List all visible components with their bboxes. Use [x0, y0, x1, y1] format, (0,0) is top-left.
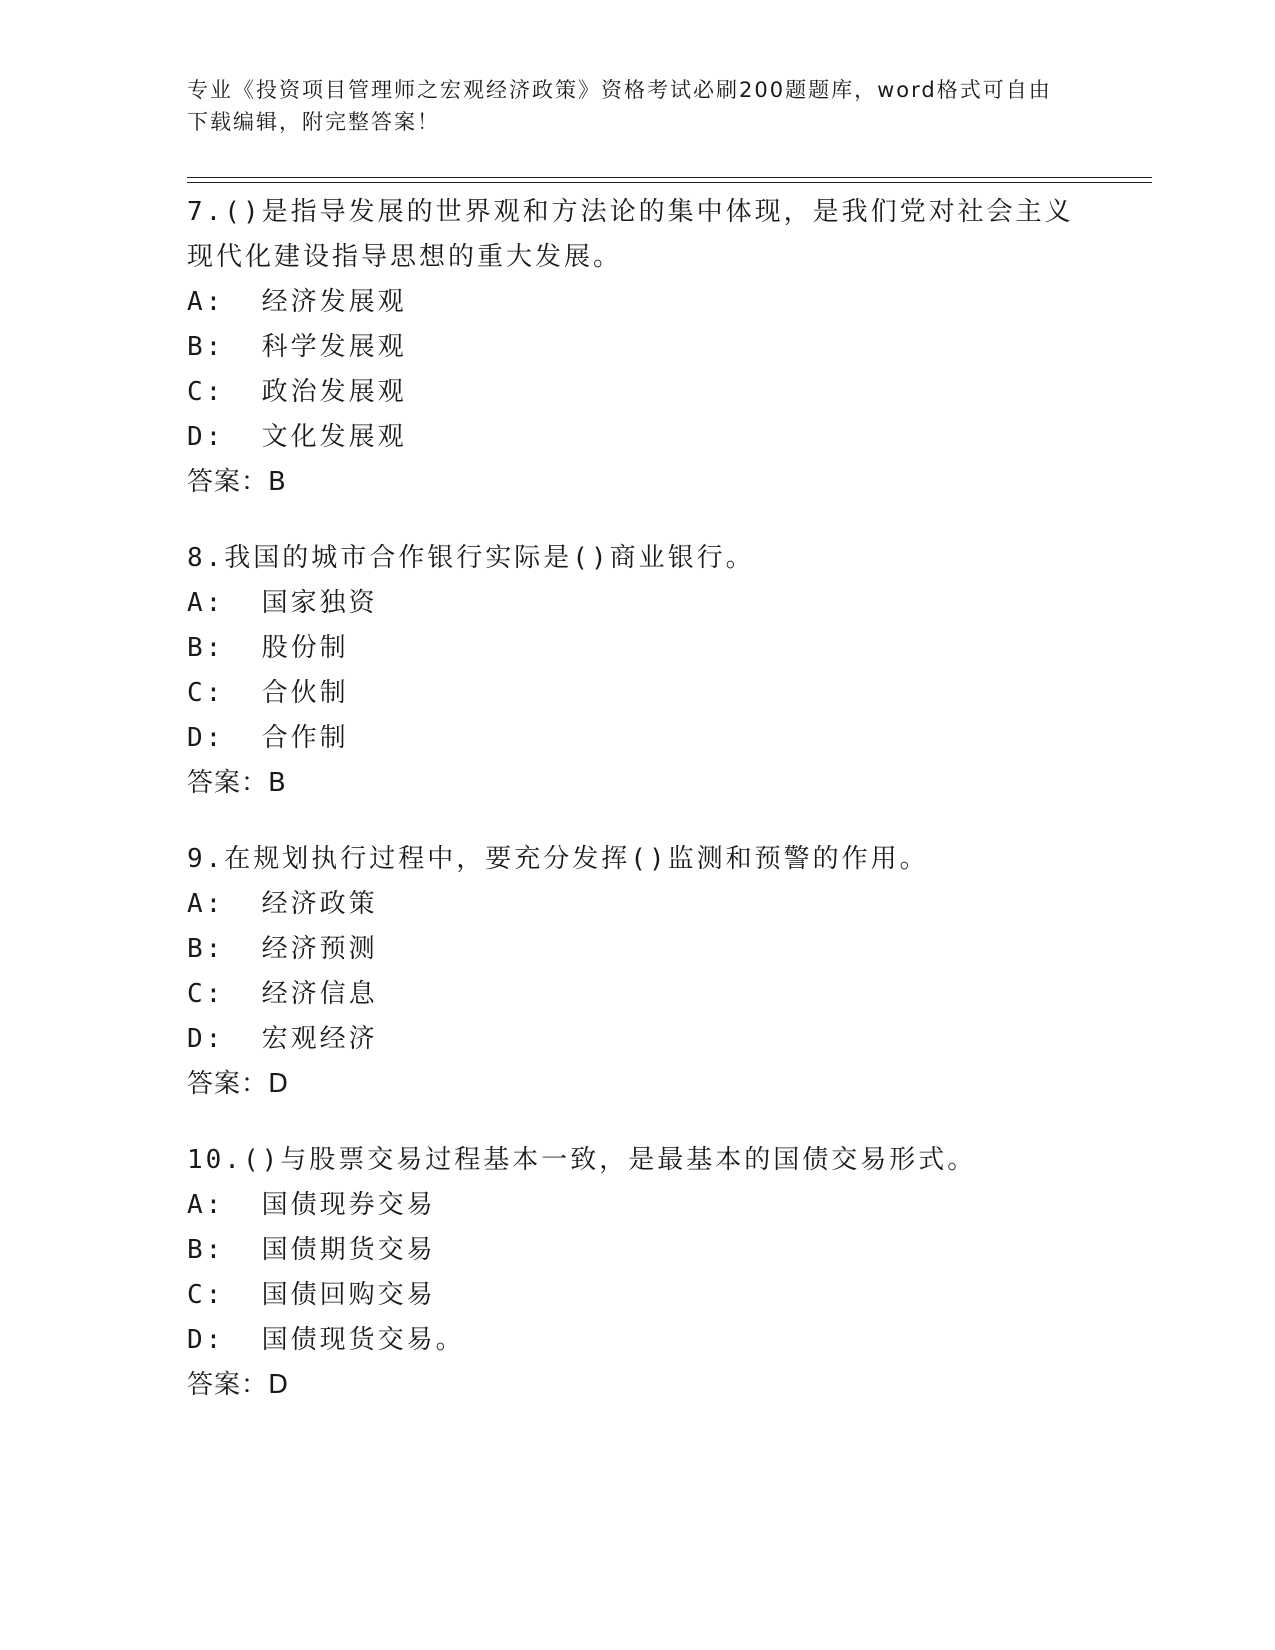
question-stem: 8.我国的城市合作银行实际是()商业银行。: [187, 543, 755, 573]
option-a: A: 经济政策: [187, 889, 378, 919]
option-d: D: 宏观经济: [187, 1024, 378, 1054]
option-c: C: 经济信息: [187, 979, 378, 1009]
answer-line: 答案：D: [187, 1370, 290, 1400]
option-d: D: 国债现货交易。: [187, 1325, 465, 1355]
option-b: B: 股份制: [187, 633, 349, 663]
question-list: [187, 190, 1087, 1439]
option-c: C: 政治发展观: [187, 377, 407, 407]
option-b: B: 科学发展观: [187, 332, 407, 362]
question-item: [187, 536, 1087, 806]
answer-line: 答案：D: [187, 1069, 290, 1099]
answer-line: 答案：B: [187, 467, 287, 497]
document-header: 专业《投资项目管理师之宏观经济政策》资格考试必刷200题题库，word格式可自由下载编辑，附完整答案！: [187, 78, 1052, 134]
option-a: A: 经济发展观: [187, 287, 407, 317]
question-item: [187, 190, 1087, 505]
header-divider-bottom: [187, 182, 1152, 183]
option-a: A: 国债现券交易: [187, 1190, 436, 1220]
option-c: C: 国债回购交易: [187, 1280, 436, 1310]
question-item: [187, 1138, 1087, 1408]
option-b: B: 经济预测: [187, 934, 378, 964]
option-d: D: 合作制: [187, 723, 349, 753]
question-stem: 10.()与股票交易过程基本一致，是最基本的国债交易形式。: [187, 1145, 977, 1175]
header-divider-top: [187, 177, 1152, 178]
option-c: C: 合伙制: [187, 678, 349, 708]
answer-line: 答案：B: [187, 768, 287, 798]
question-stem: 7.()是指导发展的世界观和方法论的集中体现，是我们党对社会主义现代化建设指导思想的重大发展。: [187, 197, 1074, 272]
option-d: D: 文化发展观: [187, 422, 407, 452]
question-stem: 9.在规划执行过程中，要充分发挥()监测和预警的作用。: [187, 844, 929, 874]
question-item: [187, 837, 1087, 1107]
option-b: B: 国债期货交易: [187, 1235, 436, 1265]
option-a: A: 国家独资: [187, 588, 378, 618]
